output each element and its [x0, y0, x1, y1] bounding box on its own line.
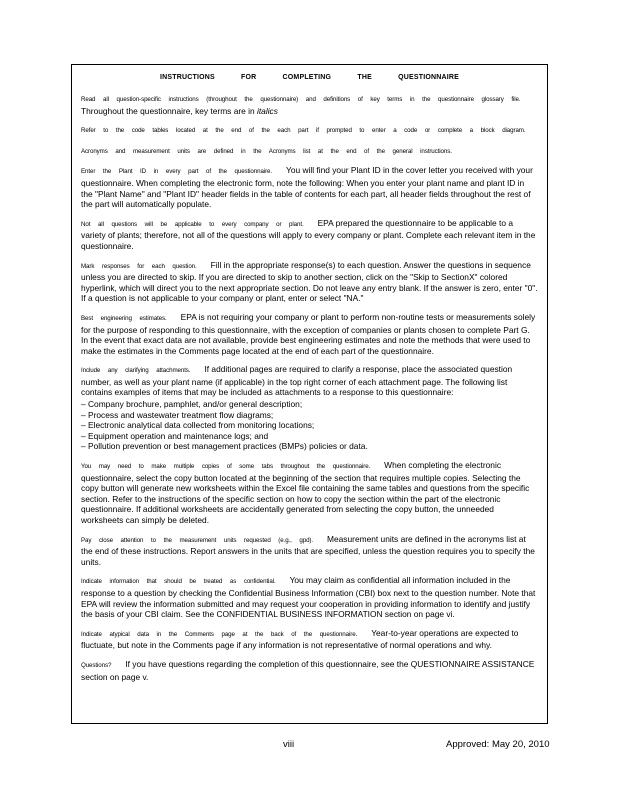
paragraph-lead: Mark responses for each question. — [81, 262, 197, 270]
paragraph-lead: Acronyms and measurement units are defined in the Acronyms list at the end of the general instructions. — [81, 147, 452, 155]
paragraph-body: Measurement units are defined in the acronyms list at the end of these instructions. Report answers in the units that are specified, unless the question requires you to specify the units. — [81, 533, 535, 567]
paragraph-lead: Best engineering estimates. — [81, 314, 167, 322]
paragraph-read-instructions — [81, 93, 538, 116]
paragraph-body: You will find your Plant ID in the cover letter you received with your questionnaire. When completing the electronic form, note the following: When you enter your plant name and plant ID in the "Plant Name" and "Plant ID" header fields in the table of contents for each part, all header fields throughout the rest of the part will automatically populate. — [81, 165, 533, 210]
list-item: – Electronic analytical data collected from monitoring locations; — [81, 420, 538, 431]
paragraph-measurement-units — [81, 534, 538, 568]
paragraph-atypical-data — [81, 628, 538, 651]
list-item: – Equipment operation and maintenance logs; and — [81, 431, 538, 442]
paragraph-lead: Indicate atypical data in the Comments page at the back of the questionnaire. — [81, 630, 358, 638]
paragraph-engineering-estimates — [81, 312, 538, 356]
paragraph-lead: Pay close attention to the measurement units requested (e.g., gpd). — [81, 536, 314, 544]
page-title: INSTRUCTIONS FOR COMPLETING THE QUESTIONNAIRE — [159, 74, 460, 81]
paragraph-lead: Refer to the code tables located at the end of the each part if prompted to enter a code or complete a block diagram. — [81, 127, 526, 135]
attachment-examples-list — [81, 399, 538, 452]
list-item: – Company brochure, pamphlet, and/or general description; — [81, 399, 538, 410]
paragraph-code-tables — [81, 124, 538, 137]
paragraph-lead: Include any clarifying attachments. — [81, 367, 191, 375]
page-number: viii — [283, 739, 295, 750]
paragraph-lead: Not all questions will be applicable to every company or plant. — [81, 220, 304, 228]
list-item: – Pollution prevention or best management practices (BMPs) policies or data. — [81, 441, 538, 452]
paragraph-multiple-copies — [81, 460, 538, 526]
paragraph-body: EPA prepared the questionnaire to be applicable to a variety of plants; therefore, not all of the questions will apply to every company or plant. Complete each relevant item in the questionnaire. — [81, 217, 536, 251]
italics-term: italics — [256, 105, 278, 116]
paragraph-body: Throughout the questionnaire, key terms are in — [81, 105, 255, 116]
paragraph-acronyms — [81, 145, 538, 158]
paragraph-lead: Questions? — [81, 661, 112, 669]
paragraph-lead: Indicate information that should be treated as confidential. — [81, 578, 276, 586]
paragraph-body: When completing the electronic questionnaire, select the copy button located at the beginning of the section that requires multiple copies. Selecting the copy button will generate new worksheets within the Excel file containing the same tables and questions from the specific section. Refer to the instructions of the specific section on how to copy the section within the part of the electronic questionnaire. If additional worksheets are accidentally generated from selecting the copy button, the unneeded worksheets can simply be deleted. — [81, 460, 530, 525]
paragraph-body: If additional pages are required to clarify a response, place the associated question number, as well as your plant name (if applicable) in the top right corner of each attachment page. The following list contains examples of items that may be included as attachments to a response to this questionnaire: — [81, 364, 513, 398]
paragraph-not-applicable — [81, 218, 538, 252]
paragraph-body: If you have questions regarding the completion of this questionnaire, see the QUESTIONNAIRE ASSISTANCE section on page v. — [81, 658, 535, 682]
paragraph-body: You may claim as confidential all information included in the response to a question by checking the Confidential Business Information (CBI) box next to the question number. Note that EPA will review the information submitted and may request your cooperation in providing information to identify and justify the basis of your CBI claim. See the CONFIDENTIAL BUSINESS INFORMATION section on page vi. — [81, 575, 536, 620]
paragraph-confidential — [81, 575, 538, 619]
paragraph-body: Year-to-year operations are expected to fluctuate, but note in the Comments page if any information is not representative of normal operations and why. — [81, 627, 519, 651]
paragraph-lead: Enter the Plant ID in every part of the questionnaire. — [81, 168, 272, 176]
paragraph-lead: Read all question-specific instructions (throughout the questionnaire) and definitions of key terms in the questionnaire glossary file. — [81, 96, 521, 103]
paragraph-body: EPA is not requiring your company or plant to perform non-routine tests or measurements solely for the purpose of responding to this questionnaire, with the exception of companies or plants chosen to complete Part G. In the event that exact data are not available, provide best engineering estimates and note the methods that were used to make the estimates in the Comments page located at the end of each part of the questionnaire. — [81, 311, 536, 356]
paragraph-body: Fill in the appropriate response(s) to each question. Answer the questions in sequence unless you are directed to skip. If you are directed to skip to another section, click on the "Skip to SectionX" colored hyperlink, which will direct you to the next appropriate section. Do not leave any entry blank. If the answer is zero, enter "0". If a question is not applicable to your company or plant, enter or select "NA." — [81, 259, 538, 304]
paragraph-questions — [81, 659, 538, 682]
instructions-box — [71, 64, 548, 724]
approval-date: Approved: May 20, 2010 — [446, 739, 550, 750]
paragraph-lead: You may need to make multiple copies of some tabs throughout the questionnaire. — [81, 463, 371, 471]
paragraph-mark-responses — [81, 260, 538, 304]
list-item: – Process and wastewater treatment flow diagrams; — [81, 410, 538, 421]
paragraph-plant-id — [81, 165, 538, 209]
paragraph-attachments — [81, 364, 538, 452]
